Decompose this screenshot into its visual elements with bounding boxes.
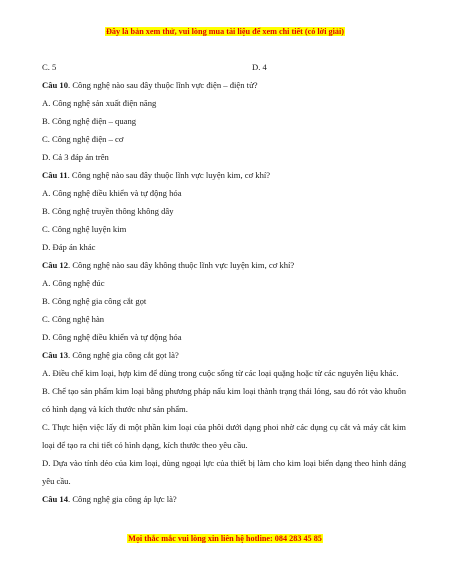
question-12 xyxy=(42,256,406,274)
document-body xyxy=(42,58,406,508)
option-d: D. 4 xyxy=(252,62,267,72)
option-d: D. Cả 3 đáp án trên xyxy=(42,152,109,162)
preview-notice-text: Đây là bản xem thử, vui lòng mua tài liệu để xem chi tiết (có lời giải) xyxy=(105,27,344,36)
preview-notice-banner xyxy=(0,26,450,37)
question-number: Câu 10 xyxy=(42,80,69,90)
option-a: A. Công nghệ điều khiển và tự động hóa xyxy=(42,188,182,198)
question-11 xyxy=(42,166,406,184)
option-d: D. Đáp án khác xyxy=(42,242,96,252)
option-a: A. Công nghệ sản xuất điện năng xyxy=(42,98,157,108)
option-d: D. Công nghệ điều khiển và tự động hóa xyxy=(42,332,182,342)
option-d: D. Dựa vào tính dẻo của kim loại, dùng ngoại lực của thiết bị làm cho kim loại biến dạng theo hình dáng yêu cầu. xyxy=(42,458,406,486)
option-a: A. Công nghệ đúc xyxy=(42,278,105,288)
option-b: B. Công nghệ điện – quang xyxy=(42,116,137,126)
question-number: Câu 11 xyxy=(42,170,68,180)
prev-options-row xyxy=(42,58,406,76)
question-text: . Công nghệ nào sau đây thuộc lĩnh vực luyện kim, cơ khí? xyxy=(67,170,271,180)
question-text: . Công nghệ gia công cắt gọt là? xyxy=(68,350,179,360)
option-c: C. Công nghệ luyện kim xyxy=(42,224,127,234)
question-14 xyxy=(42,490,406,508)
option-b: B. Công nghệ gia công cắt gọt xyxy=(42,296,147,306)
hotline-banner xyxy=(0,533,450,544)
question-number: Câu 12 xyxy=(42,260,69,270)
option-b: B. Chế tạo sản phẩm kim loại bằng phương pháp nấu kim loại thành trạng thái lỏng, sau đó rót vào khuôn có hình dạng và kích thước như sản phẩm. xyxy=(42,386,406,414)
question-10 xyxy=(42,76,406,94)
hotline-text: Mọi thắc mắc vui lòng xin liên hệ hotline: 084 283 45 85 xyxy=(128,534,322,543)
option-c: C. 5 xyxy=(42,62,57,72)
question-number: Câu 13 xyxy=(42,350,69,360)
question-number: Câu 14 xyxy=(42,494,69,504)
option-c: C. Công nghệ hàn xyxy=(42,314,105,324)
option-a: A. Điều chế kim loại, hợp kim để dùng trong cuộc sống từ các loại quặng hoặc từ các nguyên liệu khác. xyxy=(42,368,399,378)
option-c: C. Thực hiện việc lấy đi một phần kim loại của phôi dưới dạng phoi nhờ các dụng cụ cắt và máy cắt kim loại để tạo ra chi tiết có hình dạng, kích thước theo yêu cầu. xyxy=(42,422,406,450)
option-b: B. Công nghệ truyền thông không dây xyxy=(42,206,174,216)
question-text: . Công nghệ gia công áp lực là? xyxy=(68,494,177,504)
question-text: . Công nghệ nào sau đây không thuộc lĩnh vực luyện kim, cơ khí? xyxy=(68,260,295,270)
question-13 xyxy=(42,346,406,364)
option-c: C. Công nghệ điện – cơ xyxy=(42,134,124,144)
question-text: . Công nghệ nào sau đây thuộc lĩnh vực điện – điện tử? xyxy=(68,80,258,90)
